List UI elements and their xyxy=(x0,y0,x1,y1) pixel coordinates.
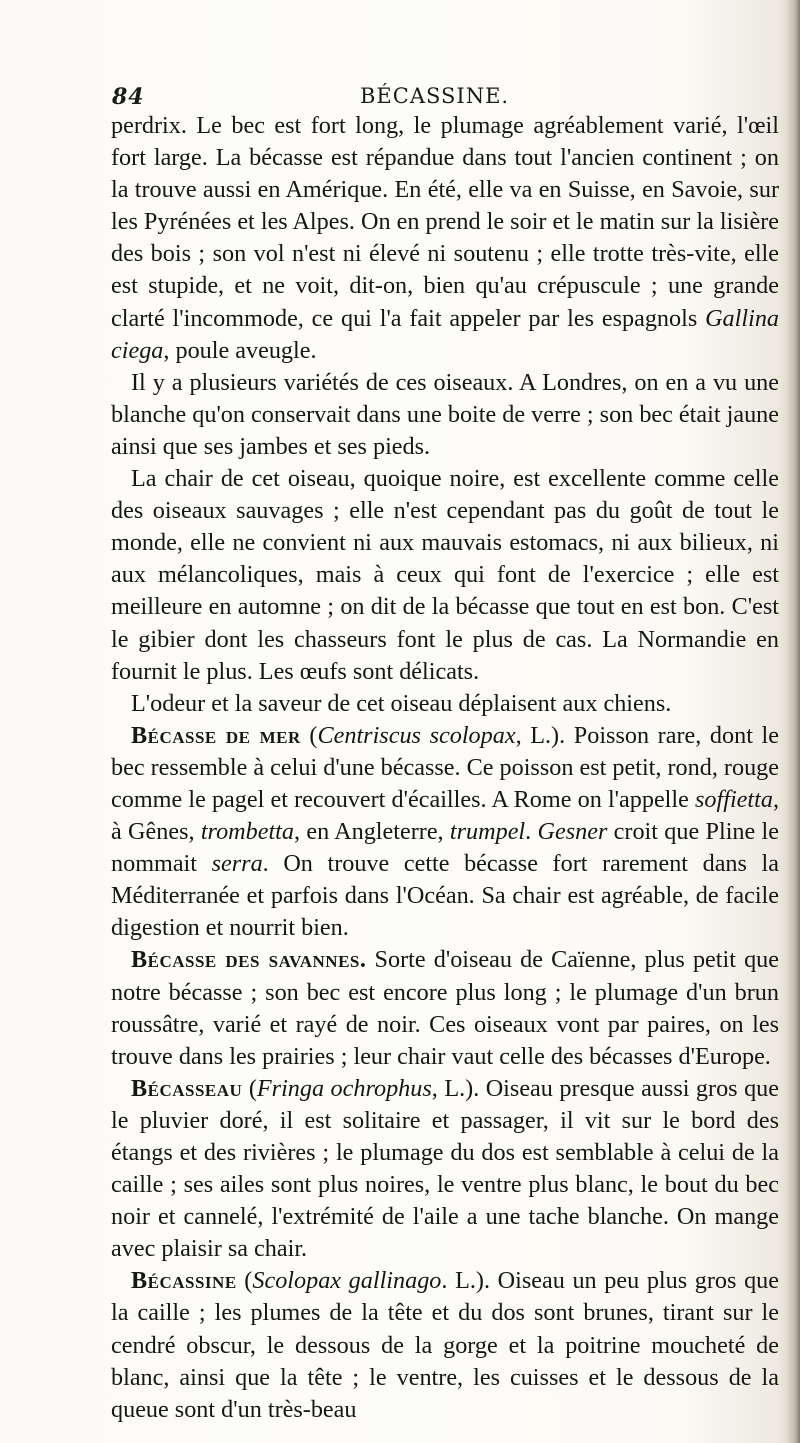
paragraph-1 xyxy=(111,110,779,367)
page-edge-shadow xyxy=(786,0,800,1443)
entry-headword: Bécasse des savannes. xyxy=(131,946,367,974)
paragraph-3: La chair de cet oiseau, quoique noire, est excellente comme celle des oiseaux sauvages ; elle n'est cependant pas du goût de tout le monde, elle ne convient ni aux mauvais estomacs, ni aux bilieux, ni aux mélancoliques, mais à ceux qui font de l'exercice ; elle est meilleure en automne ; on dit de la bécasse que tout en est bon. C'est le gibier dont les chasseurs font le plus de cas. La Normandie en fournit le plus. Les œufs sont délicats. xyxy=(111,465,779,685)
entry-becasse-des-savannes xyxy=(111,944,779,1072)
scientific-name: Fringa ochrophus xyxy=(256,1074,432,1102)
paren-open: ( xyxy=(300,721,318,749)
entry-text: . xyxy=(525,818,538,846)
term-soffietta: soffietta xyxy=(695,785,773,813)
entry-text: , à Gênes, xyxy=(111,785,779,846)
entry-headword: Bécassine xyxy=(131,1267,237,1295)
paragraph-2: Il y a plusieurs variétés de ces oiseaux. A Londres, on en a vu une blanche qu'on conservait dans une boite de verre ; son bec était jaune ainsi que ses jambes et ses pieds. xyxy=(111,368,779,460)
body-text xyxy=(111,110,779,1426)
entry-headword: Bécasseau xyxy=(131,1074,243,1102)
entry-becasse-de-mer xyxy=(111,720,779,945)
scientific-name: Centriscus scolopax xyxy=(317,721,516,749)
entry-text: , L.). Oiseau presque aussi gros que le pluvier doré, il est solitaire et passager, il vit sur le bord des étangs et des rivières ; le plumage du dos est semblable à celui de la caille ; ses ailes sont plus noires, le ventre plus blanc, le bout du bec noir et cannelé, l'extrémité de l'aile a une tache blanche. On mange avec plaisir sa chair. xyxy=(111,1074,779,1263)
term-trumpel: trumpel xyxy=(449,818,526,846)
entry-text: , L.). Poisson rare, dont le bec ressemble à celui d'une bécasse. Ce poisson est petit, rond, rouge comme le pagel et recouvert d'écailles. A Rome on l'appelle xyxy=(111,721,779,813)
entry-becasseau xyxy=(111,1073,779,1266)
term-gallina-ciega: Gallina ciega xyxy=(111,304,780,364)
term-trombetta: trombetta xyxy=(200,818,294,846)
entry-text: . On trouve cette bécasse fort rarement dans la Méditerranée et parfois dans l'Océan. Sa chair est agréable, de facile digestion et nourrit bien. xyxy=(111,850,779,942)
paren-open: ( xyxy=(242,1074,257,1102)
entry-headword: Bécasse de mer xyxy=(131,721,301,749)
paragraph-1-text: perdrix. Le bec est fort long, le plumage agréablement varié, l'œil fort large. La bécasse est répandue dans tout l'ancien continent ; on la trouve aussi en Amérique. En été, elle va en Suisse, en Savoie, sur les Pyrénées et les Alpes. On en prend le soir et le matin sur la lisière des bois ; son vol n'est ni élevé ni soutenu ; elle trotte très-vite, elle est stupide, et ne voit, dit-on, bien qu'au crépuscule ; une grande clarté l'incommode, ce qui l'a fait appeler par les espagnols xyxy=(111,112,779,332)
page-number: 84 xyxy=(112,84,145,110)
paren-open: ( xyxy=(236,1267,253,1295)
entry-text: , en Angleterre, xyxy=(294,818,450,846)
paragraph-1-end: , poule aveugle. xyxy=(163,336,317,364)
entry-text: croit que Pline le nommait xyxy=(111,818,779,878)
paragraph-4: L'odeur et la saveur de cet oiseau déplaisent aux chiens. xyxy=(131,689,672,717)
term-gesner: Gesner xyxy=(537,818,608,846)
entry-becassine xyxy=(111,1265,779,1425)
entry-text: Sorte d'oiseau de Caïenne, plus petit que notre bécasse ; son bec est encore plus long ; le plumage d'un brun roussâtre, varié et rayé de noir. Ces oiseaux vont par paires, on les trouve dans les prairies ; leur chair vaut celle des bécasses d'Europe. xyxy=(111,946,780,1070)
term-serra: serra xyxy=(211,850,263,878)
running-title: BÉCASSINE. xyxy=(360,84,510,108)
scientific-name: Scolopax gallinago xyxy=(252,1267,442,1295)
entry-text: . L.). Oiseau un peu plus gros que la caille ; les plumes de la tête et du dos sont brunes, tirant sur le cendré obscur, le dessous de la gorge et la poitrine moucheté de blanc, ainsi que la tête ; le ventre, les cuisses et le dessous de la queue sont d'un très-beau xyxy=(111,1267,779,1423)
